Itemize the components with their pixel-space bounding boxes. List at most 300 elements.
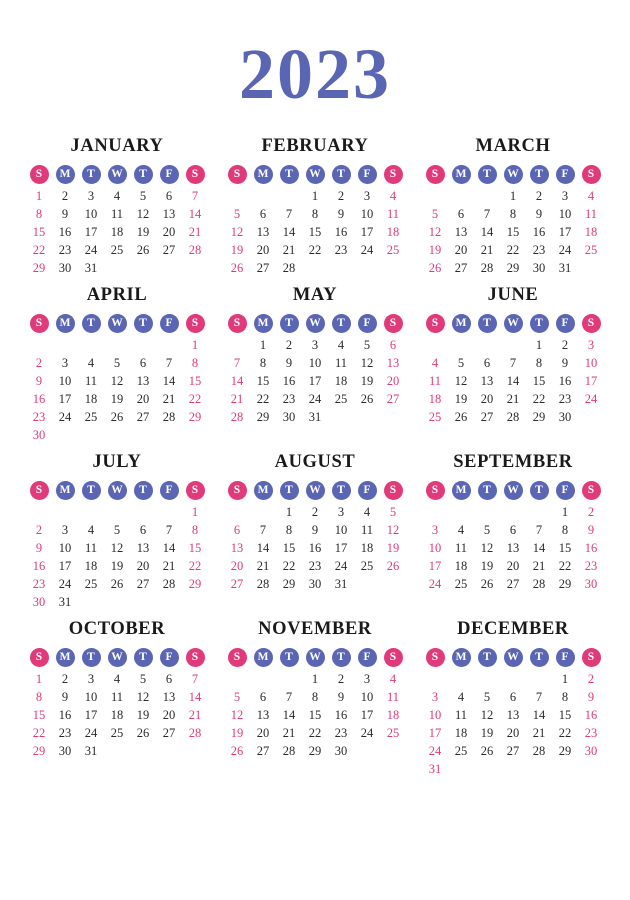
day-cell[interactable]: 3 bbox=[61, 356, 69, 371]
day-cell[interactable]: 23 bbox=[558, 392, 572, 407]
day-cell[interactable]: 8 bbox=[285, 523, 293, 538]
day-cell[interactable]: 14 bbox=[480, 225, 494, 240]
day-cell[interactable]: 15 bbox=[32, 708, 46, 723]
day-cell[interactable]: 11 bbox=[386, 207, 400, 222]
day-cell[interactable]: 21 bbox=[532, 726, 546, 741]
day-cell[interactable]: 17 bbox=[334, 541, 348, 556]
day-cell[interactable]: 1 bbox=[35, 672, 43, 687]
day-cell[interactable]: 27 bbox=[136, 410, 150, 425]
day-cell[interactable]: 1 bbox=[35, 189, 43, 204]
day-cell[interactable]: 17 bbox=[84, 225, 98, 240]
day-cell[interactable]: 12 bbox=[480, 708, 494, 723]
day-cell[interactable]: 23 bbox=[532, 243, 546, 258]
day-cell[interactable]: 31 bbox=[428, 762, 442, 777]
day-cell[interactable]: 21 bbox=[506, 392, 520, 407]
day-cell[interactable]: 9 bbox=[561, 356, 569, 371]
day-cell[interactable]: 19 bbox=[428, 243, 442, 258]
day-cell[interactable]: 28 bbox=[188, 243, 202, 258]
day-cell[interactable]: 3 bbox=[311, 338, 319, 353]
day-cell[interactable]: 2 bbox=[561, 338, 569, 353]
day-cell[interactable]: 8 bbox=[311, 207, 319, 222]
day-cell[interactable]: 20 bbox=[162, 708, 176, 723]
day-cell[interactable]: 18 bbox=[84, 392, 98, 407]
day-cell[interactable]: 17 bbox=[558, 225, 572, 240]
day-cell[interactable]: 17 bbox=[584, 374, 598, 389]
day-cell[interactable]: 11 bbox=[84, 541, 98, 556]
day-cell[interactable]: 13 bbox=[480, 374, 494, 389]
day-cell[interactable]: 31 bbox=[558, 261, 572, 276]
day-cell[interactable]: 12 bbox=[110, 374, 124, 389]
day-cell[interactable]: 5 bbox=[233, 690, 241, 705]
day-cell[interactable]: 19 bbox=[386, 541, 400, 556]
day-cell[interactable]: 18 bbox=[334, 374, 348, 389]
day-cell[interactable]: 3 bbox=[587, 338, 595, 353]
day-cell[interactable]: 26 bbox=[428, 261, 442, 276]
day-cell[interactable]: 18 bbox=[454, 559, 468, 574]
day-cell[interactable]: 13 bbox=[136, 374, 150, 389]
day-cell[interactable]: 21 bbox=[282, 726, 296, 741]
day-cell[interactable]: 30 bbox=[32, 428, 46, 443]
day-cell[interactable]: 5 bbox=[389, 505, 397, 520]
day-cell[interactable]: 4 bbox=[457, 690, 465, 705]
day-cell[interactable]: 8 bbox=[259, 356, 267, 371]
day-cell[interactable]: 24 bbox=[428, 577, 442, 592]
day-cell[interactable]: 17 bbox=[360, 708, 374, 723]
day-cell[interactable]: 20 bbox=[454, 243, 468, 258]
day-cell[interactable]: 29 bbox=[558, 577, 572, 592]
day-cell[interactable]: 7 bbox=[165, 356, 173, 371]
day-cell[interactable]: 27 bbox=[506, 577, 520, 592]
day-cell[interactable]: 29 bbox=[188, 577, 202, 592]
day-cell[interactable]: 25 bbox=[454, 577, 468, 592]
day-cell[interactable]: 3 bbox=[431, 523, 439, 538]
day-cell[interactable]: 18 bbox=[428, 392, 442, 407]
day-cell[interactable]: 5 bbox=[363, 338, 371, 353]
day-cell[interactable]: 11 bbox=[454, 708, 468, 723]
day-cell[interactable]: 13 bbox=[256, 225, 270, 240]
day-cell[interactable]: 22 bbox=[188, 559, 202, 574]
day-cell[interactable]: 21 bbox=[230, 392, 244, 407]
day-cell[interactable]: 30 bbox=[532, 261, 546, 276]
day-cell[interactable]: 24 bbox=[58, 410, 72, 425]
day-cell[interactable]: 6 bbox=[457, 207, 465, 222]
day-cell[interactable]: 13 bbox=[386, 356, 400, 371]
day-cell[interactable]: 10 bbox=[360, 207, 374, 222]
day-cell[interactable]: 8 bbox=[35, 690, 43, 705]
day-cell[interactable]: 20 bbox=[256, 726, 270, 741]
day-cell[interactable]: 14 bbox=[162, 374, 176, 389]
day-cell[interactable]: 24 bbox=[84, 726, 98, 741]
day-cell[interactable]: 23 bbox=[308, 559, 322, 574]
day-cell[interactable]: 20 bbox=[136, 559, 150, 574]
day-cell[interactable]: 26 bbox=[110, 577, 124, 592]
day-cell[interactable]: 20 bbox=[136, 392, 150, 407]
day-cell[interactable]: 1 bbox=[285, 505, 293, 520]
day-cell[interactable]: 16 bbox=[32, 559, 46, 574]
day-cell[interactable]: 23 bbox=[32, 410, 46, 425]
day-cell[interactable]: 31 bbox=[308, 410, 322, 425]
day-cell[interactable]: 29 bbox=[282, 577, 296, 592]
day-cell[interactable]: 30 bbox=[334, 744, 348, 759]
day-cell[interactable]: 21 bbox=[256, 559, 270, 574]
day-cell[interactable]: 8 bbox=[535, 356, 543, 371]
day-cell[interactable]: 5 bbox=[457, 356, 465, 371]
day-cell[interactable]: 28 bbox=[162, 577, 176, 592]
day-cell[interactable]: 17 bbox=[58, 559, 72, 574]
day-cell[interactable]: 15 bbox=[256, 374, 270, 389]
day-cell[interactable]: 15 bbox=[308, 225, 322, 240]
day-cell[interactable]: 16 bbox=[584, 541, 598, 556]
day-cell[interactable]: 10 bbox=[360, 690, 374, 705]
day-cell[interactable]: 3 bbox=[87, 672, 95, 687]
day-cell[interactable]: 11 bbox=[110, 690, 124, 705]
day-cell[interactable]: 17 bbox=[428, 559, 442, 574]
day-cell[interactable]: 26 bbox=[480, 744, 494, 759]
day-cell[interactable]: 15 bbox=[506, 225, 520, 240]
day-cell[interactable]: 12 bbox=[230, 225, 244, 240]
day-cell[interactable]: 11 bbox=[584, 207, 598, 222]
day-cell[interactable]: 28 bbox=[282, 744, 296, 759]
day-cell[interactable]: 18 bbox=[386, 225, 400, 240]
day-cell[interactable]: 22 bbox=[308, 726, 322, 741]
day-cell[interactable]: 30 bbox=[584, 744, 598, 759]
day-cell[interactable]: 17 bbox=[58, 392, 72, 407]
day-cell[interactable]: 10 bbox=[308, 356, 322, 371]
day-cell[interactable]: 25 bbox=[334, 392, 348, 407]
day-cell[interactable]: 7 bbox=[191, 672, 199, 687]
day-cell[interactable]: 19 bbox=[454, 392, 468, 407]
day-cell[interactable]: 26 bbox=[386, 559, 400, 574]
day-cell[interactable]: 1 bbox=[509, 189, 517, 204]
day-cell[interactable]: 16 bbox=[58, 708, 72, 723]
day-cell[interactable]: 30 bbox=[58, 744, 72, 759]
day-cell[interactable]: 30 bbox=[32, 595, 46, 610]
day-cell[interactable]: 23 bbox=[282, 392, 296, 407]
day-cell[interactable]: 17 bbox=[84, 708, 98, 723]
day-cell[interactable]: 23 bbox=[584, 726, 598, 741]
day-cell[interactable]: 1 bbox=[561, 672, 569, 687]
day-cell[interactable]: 18 bbox=[110, 708, 124, 723]
day-cell[interactable]: 13 bbox=[454, 225, 468, 240]
day-cell[interactable]: 26 bbox=[136, 243, 150, 258]
day-cell[interactable]: 1 bbox=[259, 338, 267, 353]
day-cell[interactable]: 15 bbox=[532, 374, 546, 389]
day-cell[interactable]: 28 bbox=[256, 577, 270, 592]
day-cell[interactable]: 18 bbox=[584, 225, 598, 240]
day-cell[interactable]: 22 bbox=[256, 392, 270, 407]
day-cell[interactable]: 25 bbox=[84, 577, 98, 592]
day-cell[interactable]: 7 bbox=[535, 523, 543, 538]
day-cell[interactable]: 12 bbox=[136, 207, 150, 222]
day-cell[interactable]: 4 bbox=[431, 356, 439, 371]
day-cell[interactable]: 12 bbox=[480, 541, 494, 556]
day-cell[interactable]: 2 bbox=[35, 523, 43, 538]
day-cell[interactable]: 2 bbox=[337, 189, 345, 204]
day-cell[interactable]: 14 bbox=[188, 690, 202, 705]
day-cell[interactable]: 21 bbox=[162, 559, 176, 574]
day-cell[interactable]: 18 bbox=[454, 726, 468, 741]
day-cell[interactable]: 31 bbox=[334, 577, 348, 592]
day-cell[interactable]: 3 bbox=[363, 189, 371, 204]
day-cell[interactable]: 16 bbox=[308, 541, 322, 556]
day-cell[interactable]: 26 bbox=[230, 261, 244, 276]
day-cell[interactable]: 23 bbox=[334, 726, 348, 741]
day-cell[interactable]: 27 bbox=[256, 261, 270, 276]
day-cell[interactable]: 26 bbox=[480, 577, 494, 592]
day-cell[interactable]: 27 bbox=[506, 744, 520, 759]
day-cell[interactable]: 22 bbox=[308, 243, 322, 258]
day-cell[interactable]: 4 bbox=[363, 505, 371, 520]
day-cell[interactable]: 7 bbox=[191, 189, 199, 204]
day-cell[interactable]: 18 bbox=[360, 541, 374, 556]
day-cell[interactable]: 20 bbox=[506, 726, 520, 741]
day-cell[interactable]: 18 bbox=[110, 225, 124, 240]
day-cell[interactable]: 7 bbox=[483, 207, 491, 222]
day-cell[interactable]: 31 bbox=[84, 744, 98, 759]
day-cell[interactable]: 10 bbox=[84, 690, 98, 705]
day-cell[interactable]: 20 bbox=[506, 559, 520, 574]
day-cell[interactable]: 27 bbox=[386, 392, 400, 407]
day-cell[interactable]: 20 bbox=[386, 374, 400, 389]
day-cell[interactable]: 11 bbox=[110, 207, 124, 222]
day-cell[interactable]: 16 bbox=[558, 374, 572, 389]
day-cell[interactable]: 13 bbox=[136, 541, 150, 556]
day-cell[interactable]: 29 bbox=[308, 744, 322, 759]
day-cell[interactable]: 9 bbox=[311, 523, 319, 538]
day-cell[interactable]: 25 bbox=[360, 559, 374, 574]
day-cell[interactable]: 3 bbox=[431, 690, 439, 705]
day-cell[interactable]: 13 bbox=[256, 708, 270, 723]
day-cell[interactable]: 17 bbox=[308, 374, 322, 389]
day-cell[interactable]: 28 bbox=[230, 410, 244, 425]
day-cell[interactable]: 20 bbox=[480, 392, 494, 407]
day-cell[interactable]: 2 bbox=[61, 672, 69, 687]
day-cell[interactable]: 9 bbox=[587, 690, 595, 705]
day-cell[interactable]: 6 bbox=[233, 523, 241, 538]
day-cell[interactable]: 1 bbox=[311, 189, 319, 204]
day-cell[interactable]: 9 bbox=[587, 523, 595, 538]
day-cell[interactable]: 28 bbox=[282, 261, 296, 276]
day-cell[interactable]: 15 bbox=[32, 225, 46, 240]
day-cell[interactable]: 14 bbox=[282, 225, 296, 240]
day-cell[interactable]: 6 bbox=[389, 338, 397, 353]
day-cell[interactable]: 10 bbox=[428, 708, 442, 723]
day-cell[interactable]: 28 bbox=[532, 577, 546, 592]
day-cell[interactable]: 8 bbox=[509, 207, 517, 222]
day-cell[interactable]: 2 bbox=[587, 672, 595, 687]
day-cell[interactable]: 18 bbox=[84, 559, 98, 574]
day-cell[interactable]: 10 bbox=[58, 541, 72, 556]
day-cell[interactable]: 18 bbox=[386, 708, 400, 723]
day-cell[interactable]: 30 bbox=[584, 577, 598, 592]
day-cell[interactable]: 19 bbox=[230, 726, 244, 741]
day-cell[interactable]: 19 bbox=[230, 243, 244, 258]
day-cell[interactable]: 26 bbox=[360, 392, 374, 407]
day-cell[interactable]: 22 bbox=[282, 559, 296, 574]
day-cell[interactable]: 5 bbox=[139, 189, 147, 204]
day-cell[interactable]: 11 bbox=[428, 374, 442, 389]
day-cell[interactable]: 24 bbox=[360, 726, 374, 741]
day-cell[interactable]: 6 bbox=[483, 356, 491, 371]
day-cell[interactable]: 25 bbox=[110, 243, 124, 258]
day-cell[interactable]: 4 bbox=[337, 338, 345, 353]
day-cell[interactable]: 9 bbox=[535, 207, 543, 222]
day-cell[interactable]: 5 bbox=[113, 356, 121, 371]
day-cell[interactable]: 3 bbox=[61, 523, 69, 538]
day-cell[interactable]: 2 bbox=[535, 189, 543, 204]
day-cell[interactable]: 16 bbox=[282, 374, 296, 389]
day-cell[interactable]: 15 bbox=[188, 541, 202, 556]
day-cell[interactable]: 8 bbox=[35, 207, 43, 222]
day-cell[interactable]: 12 bbox=[386, 523, 400, 538]
day-cell[interactable]: 19 bbox=[480, 559, 494, 574]
day-cell[interactable]: 19 bbox=[360, 374, 374, 389]
day-cell[interactable]: 19 bbox=[136, 708, 150, 723]
day-cell[interactable]: 10 bbox=[584, 356, 598, 371]
day-cell[interactable]: 1 bbox=[311, 672, 319, 687]
day-cell[interactable]: 30 bbox=[58, 261, 72, 276]
day-cell[interactable]: 20 bbox=[230, 559, 244, 574]
day-cell[interactable]: 14 bbox=[256, 541, 270, 556]
day-cell[interactable]: 15 bbox=[558, 541, 572, 556]
day-cell[interactable]: 25 bbox=[386, 243, 400, 258]
day-cell[interactable]: 29 bbox=[32, 744, 46, 759]
day-cell[interactable]: 23 bbox=[32, 577, 46, 592]
day-cell[interactable]: 30 bbox=[308, 577, 322, 592]
day-cell[interactable]: 6 bbox=[509, 523, 517, 538]
day-cell[interactable]: 19 bbox=[110, 392, 124, 407]
day-cell[interactable]: 11 bbox=[360, 523, 374, 538]
day-cell[interactable]: 14 bbox=[532, 541, 546, 556]
day-cell[interactable]: 4 bbox=[457, 523, 465, 538]
day-cell[interactable]: 5 bbox=[483, 690, 491, 705]
day-cell[interactable]: 17 bbox=[360, 225, 374, 240]
day-cell[interactable]: 6 bbox=[259, 207, 267, 222]
day-cell[interactable]: 24 bbox=[308, 392, 322, 407]
day-cell[interactable]: 14 bbox=[282, 708, 296, 723]
day-cell[interactable]: 25 bbox=[110, 726, 124, 741]
day-cell[interactable]: 27 bbox=[162, 243, 176, 258]
day-cell[interactable]: 11 bbox=[334, 356, 348, 371]
day-cell[interactable]: 22 bbox=[506, 243, 520, 258]
day-cell[interactable]: 19 bbox=[136, 225, 150, 240]
day-cell[interactable]: 27 bbox=[230, 577, 244, 592]
day-cell[interactable]: 29 bbox=[532, 410, 546, 425]
day-cell[interactable]: 6 bbox=[165, 672, 173, 687]
day-cell[interactable]: 2 bbox=[35, 356, 43, 371]
day-cell[interactable]: 21 bbox=[480, 243, 494, 258]
day-cell[interactable]: 1 bbox=[561, 505, 569, 520]
day-cell[interactable]: 28 bbox=[188, 726, 202, 741]
day-cell[interactable]: 8 bbox=[191, 356, 199, 371]
day-cell[interactable]: 28 bbox=[506, 410, 520, 425]
day-cell[interactable]: 20 bbox=[256, 243, 270, 258]
day-cell[interactable]: 9 bbox=[337, 207, 345, 222]
day-cell[interactable]: 9 bbox=[61, 207, 69, 222]
day-cell[interactable]: 27 bbox=[162, 726, 176, 741]
day-cell[interactable]: 5 bbox=[431, 207, 439, 222]
day-cell[interactable]: 22 bbox=[32, 726, 46, 741]
day-cell[interactable]: 21 bbox=[162, 392, 176, 407]
day-cell[interactable]: 11 bbox=[84, 374, 98, 389]
day-cell[interactable]: 13 bbox=[162, 690, 176, 705]
day-cell[interactable]: 3 bbox=[87, 189, 95, 204]
day-cell[interactable]: 19 bbox=[480, 726, 494, 741]
day-cell[interactable]: 11 bbox=[386, 690, 400, 705]
day-cell[interactable]: 7 bbox=[285, 207, 293, 222]
day-cell[interactable]: 9 bbox=[35, 541, 43, 556]
day-cell[interactable]: 4 bbox=[587, 189, 595, 204]
day-cell[interactable]: 24 bbox=[84, 243, 98, 258]
day-cell[interactable]: 14 bbox=[188, 207, 202, 222]
day-cell[interactable]: 6 bbox=[165, 189, 173, 204]
day-cell[interactable]: 7 bbox=[165, 523, 173, 538]
day-cell[interactable]: 1 bbox=[191, 338, 199, 353]
day-cell[interactable]: 25 bbox=[386, 726, 400, 741]
day-cell[interactable]: 8 bbox=[311, 690, 319, 705]
day-cell[interactable]: 7 bbox=[285, 690, 293, 705]
day-cell[interactable]: 9 bbox=[337, 690, 345, 705]
day-cell[interactable]: 13 bbox=[230, 541, 244, 556]
day-cell[interactable]: 12 bbox=[110, 541, 124, 556]
day-cell[interactable]: 22 bbox=[32, 243, 46, 258]
day-cell[interactable]: 11 bbox=[454, 541, 468, 556]
day-cell[interactable]: 26 bbox=[454, 410, 468, 425]
day-cell[interactable]: 21 bbox=[532, 559, 546, 574]
day-cell[interactable]: 31 bbox=[84, 261, 98, 276]
day-cell[interactable]: 20 bbox=[162, 225, 176, 240]
day-cell[interactable]: 23 bbox=[584, 559, 598, 574]
day-cell[interactable]: 24 bbox=[558, 243, 572, 258]
day-cell[interactable]: 2 bbox=[311, 505, 319, 520]
day-cell[interactable]: 15 bbox=[282, 541, 296, 556]
day-cell[interactable]: 13 bbox=[506, 708, 520, 723]
day-cell[interactable]: 4 bbox=[113, 672, 121, 687]
day-cell[interactable]: 4 bbox=[389, 189, 397, 204]
day-cell[interactable]: 24 bbox=[334, 559, 348, 574]
day-cell[interactable]: 24 bbox=[58, 577, 72, 592]
day-cell[interactable]: 29 bbox=[32, 261, 46, 276]
day-cell[interactable]: 15 bbox=[558, 708, 572, 723]
day-cell[interactable]: 4 bbox=[113, 189, 121, 204]
day-cell[interactable]: 25 bbox=[84, 410, 98, 425]
day-cell[interactable]: 4 bbox=[389, 672, 397, 687]
day-cell[interactable]: 10 bbox=[428, 541, 442, 556]
day-cell[interactable]: 3 bbox=[561, 189, 569, 204]
day-cell[interactable]: 3 bbox=[337, 505, 345, 520]
day-cell[interactable]: 9 bbox=[61, 690, 69, 705]
day-cell[interactable]: 9 bbox=[285, 356, 293, 371]
day-cell[interactable]: 27 bbox=[480, 410, 494, 425]
day-cell[interactable]: 1 bbox=[191, 505, 199, 520]
day-cell[interactable]: 4 bbox=[87, 523, 95, 538]
day-cell[interactable]: 3 bbox=[363, 672, 371, 687]
day-cell[interactable]: 28 bbox=[162, 410, 176, 425]
day-cell[interactable]: 16 bbox=[584, 708, 598, 723]
day-cell[interactable]: 16 bbox=[532, 225, 546, 240]
day-cell[interactable]: 10 bbox=[84, 207, 98, 222]
day-cell[interactable]: 24 bbox=[360, 243, 374, 258]
day-cell[interactable]: 16 bbox=[334, 708, 348, 723]
day-cell[interactable]: 8 bbox=[561, 523, 569, 538]
day-cell[interactable]: 13 bbox=[506, 541, 520, 556]
day-cell[interactable]: 6 bbox=[259, 690, 267, 705]
day-cell[interactable]: 5 bbox=[233, 207, 241, 222]
day-cell[interactable]: 4 bbox=[87, 356, 95, 371]
day-cell[interactable]: 24 bbox=[428, 744, 442, 759]
day-cell[interactable]: 21 bbox=[188, 225, 202, 240]
day-cell[interactable]: 30 bbox=[282, 410, 296, 425]
